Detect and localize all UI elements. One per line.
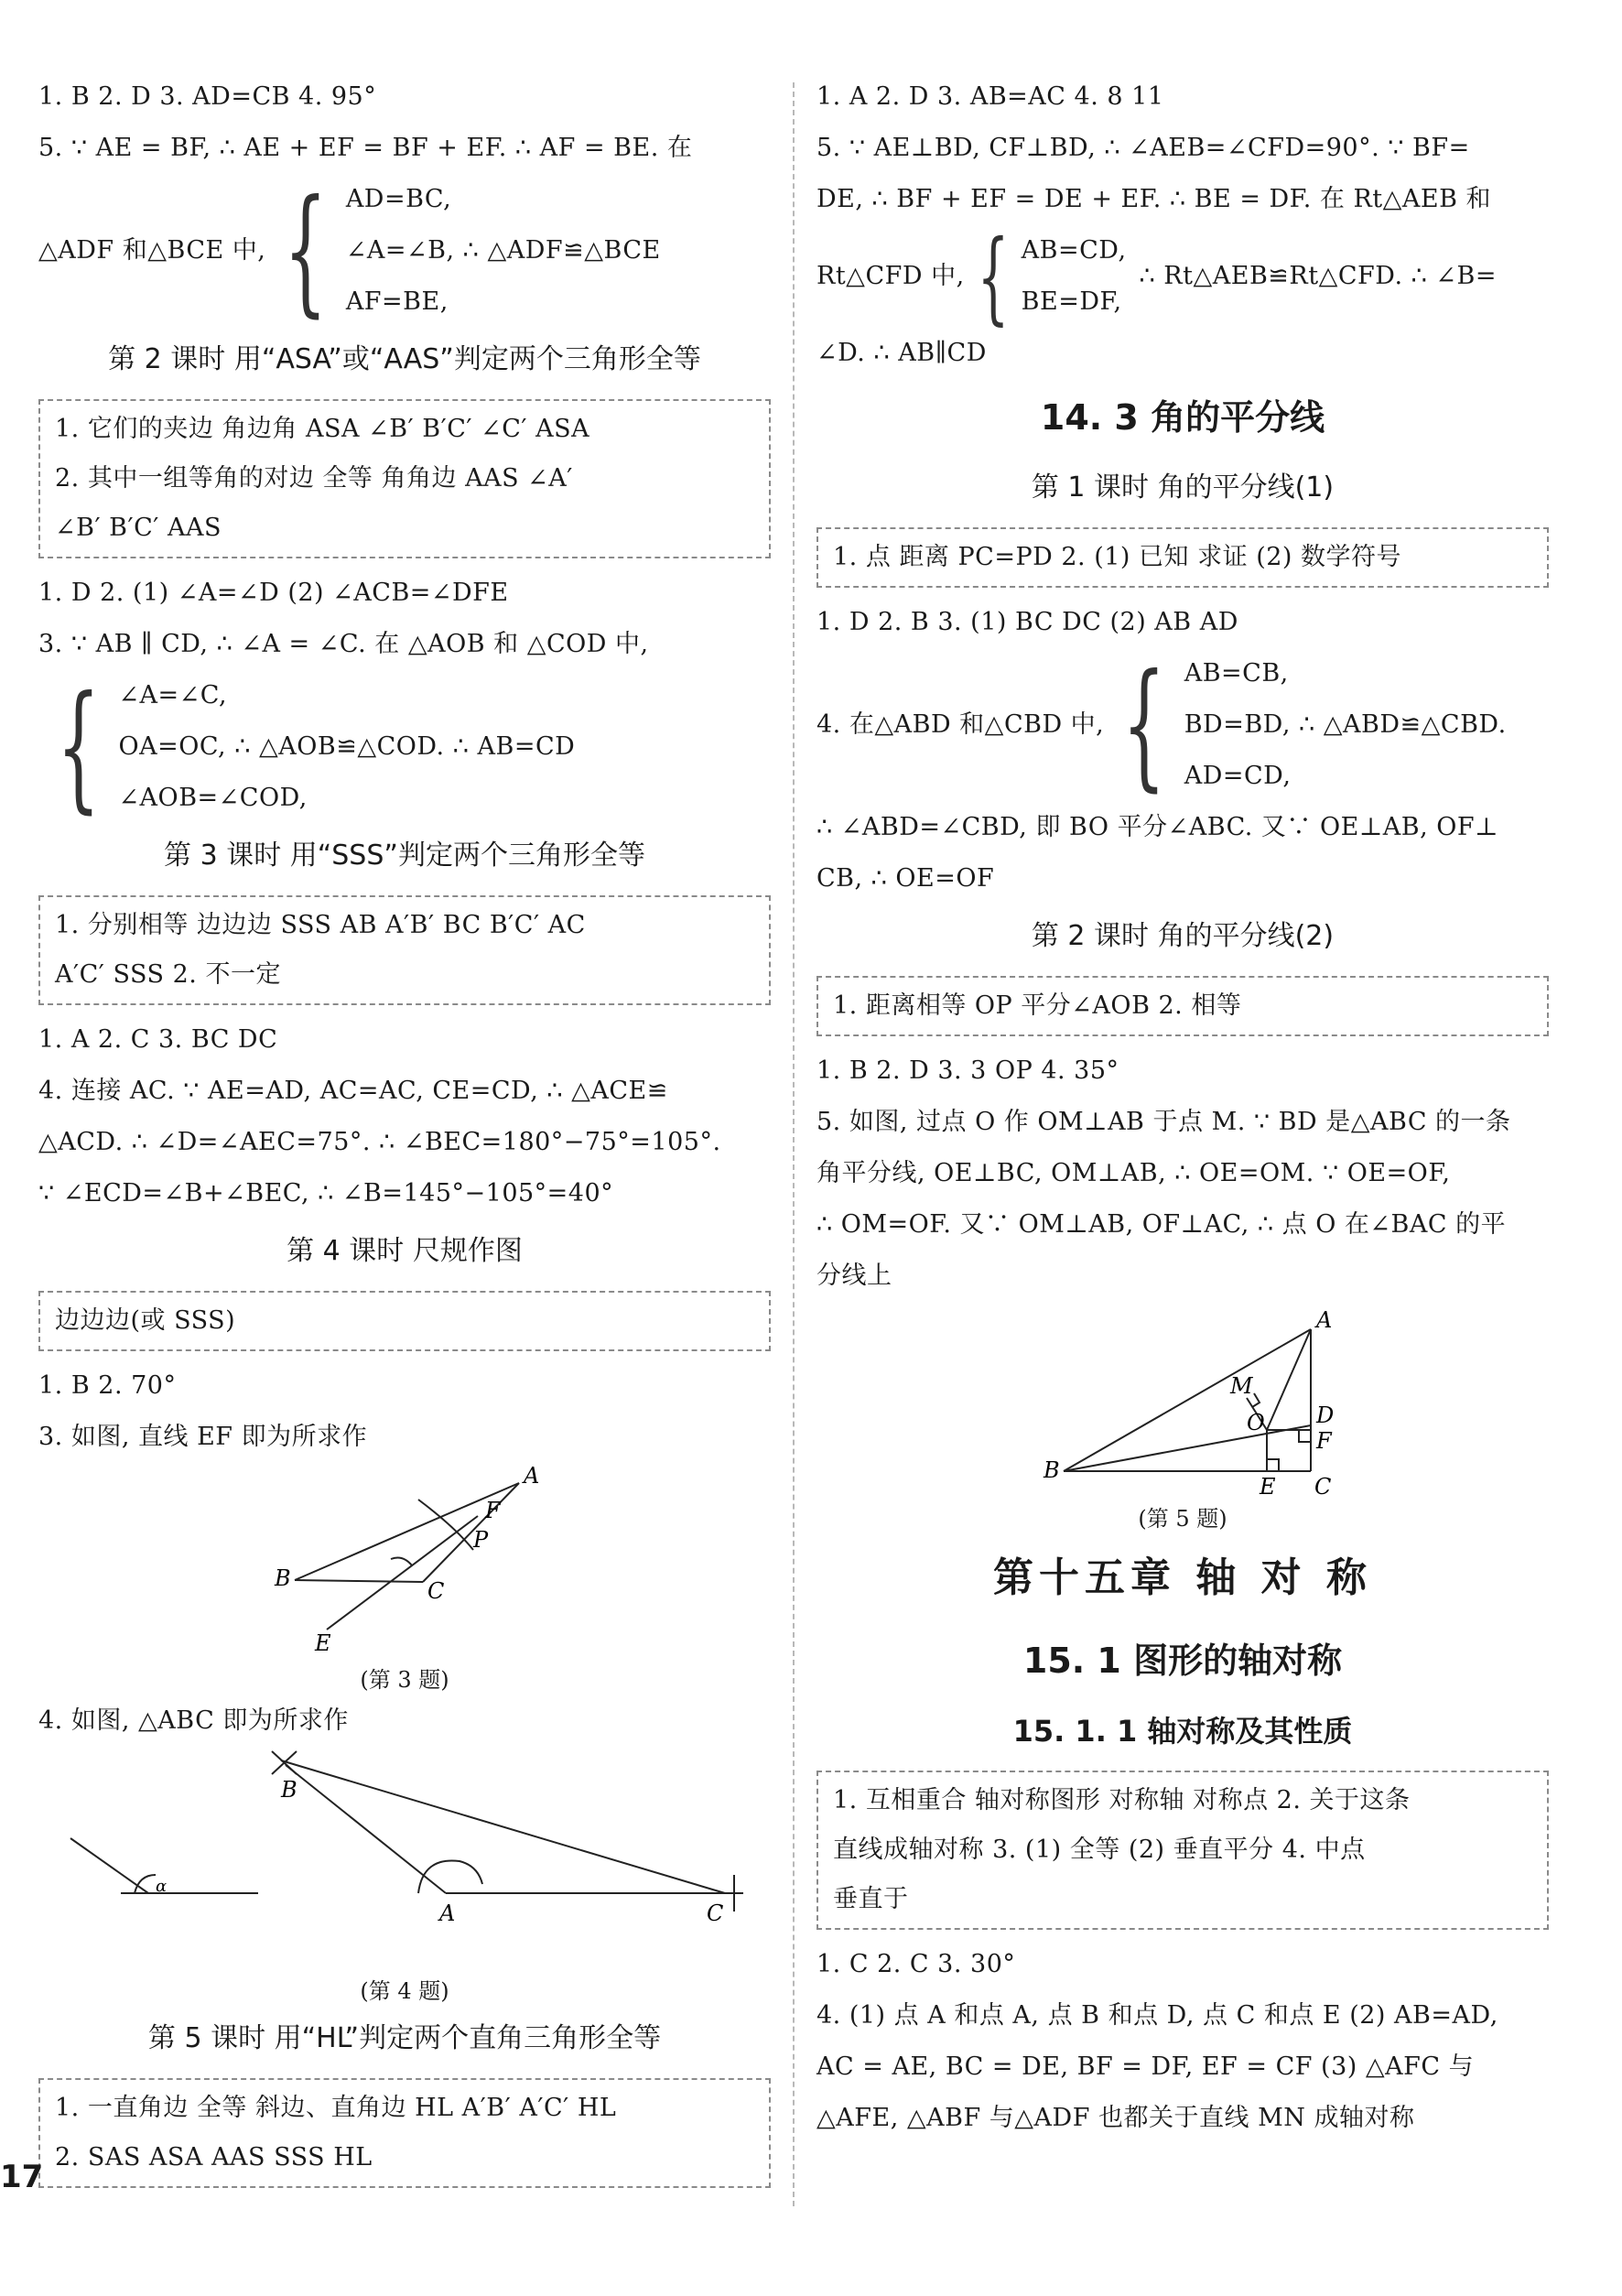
brace-line: ∠A=∠C,: [118, 681, 228, 709]
figure-caption: (第 5 题): [1138, 1506, 1227, 1532]
answer-line: 1. B 2. 70°: [38, 1371, 177, 1400]
fig3-label-p: P: [473, 1527, 489, 1553]
brace-stack: [1022, 225, 1127, 328]
fig3-label-c: C: [427, 1578, 445, 1604]
answer-line: CB, ∴ OE=OF: [816, 864, 995, 893]
answer-line: 1. C 2. C 3. 30°: [816, 1950, 1016, 1978]
answer-line: 5. ∵ AE⊥BD, CF⊥BD, ∴ ∠AEB=∠CFD=90°. ∵ BF=: [816, 134, 1470, 162]
fig3-label-b: B: [275, 1565, 291, 1591]
box-line: 1. 它们的夹边 角边角 ASA ∠B′ B′C′ ∠C′ ASA: [55, 415, 590, 443]
subsection-heading: 15. 1. 1 轴对称及其性质: [1012, 1714, 1353, 1749]
section-title: 第 3 课时 用“SSS”判定两个三角形全等: [164, 839, 645, 872]
section-title: 第 2 课时 用“ASA”或“AAS”判定两个三角形全等: [108, 343, 701, 375]
answer-box: [38, 2078, 771, 2188]
page-number: 17: [0, 2159, 44, 2195]
figure-5: [1018, 1302, 1347, 1503]
brace-line: BD=BD, ∴ △ABD≌△CBD.: [1184, 710, 1507, 739]
answer-line: 4. (1) 点 A 和点 A, 点 B 和点 D, 点 C 和点 E (2) AB=AD,: [816, 2001, 1498, 2030]
fig3-label-f: F: [485, 1498, 501, 1523]
brace-line: AD=CD,: [1184, 762, 1292, 790]
answer-line: 1. A 2. C 3. BC DC: [38, 1025, 278, 1054]
answer-line: 5. 如图, 过点 O 作 OM⊥AB 于点 M. ∵ BD 是△ABC 的一条: [816, 1108, 1511, 1136]
answer-line: 4. 连接 AC. ∵ AE=AD, AC=AC, CE=CD, ∴ △ACE≌: [38, 1077, 668, 1105]
fig4-label-c: C: [707, 1901, 724, 1926]
answer-line: 1. A 2. D 3. AB=AC 4. 8 11: [816, 82, 1164, 111]
answer-box: [38, 399, 771, 558]
answer-line: 5. ∵ AE = BF, ∴ AE + EF = BF + EF. ∴ AF = BE. 在: [38, 134, 693, 162]
section-title: 第 2 课时 角的平分线(2): [1031, 920, 1335, 952]
brace-stack: [118, 670, 575, 824]
answer-line: △ADF 和△BCE 中,: [38, 236, 266, 265]
fig5-label-d: D: [1316, 1403, 1335, 1428]
fig3-label-e: E: [315, 1630, 331, 1656]
fig5-label-e: E: [1260, 1474, 1276, 1500]
figure-caption: (第 4 题): [360, 1978, 449, 2004]
fig4-label-b: B: [281, 1777, 297, 1803]
fig4-label-alpha: α: [156, 1877, 168, 1896]
fig5-label-o: O: [1247, 1410, 1265, 1435]
answer-line: 1. B 2. D 3. 3 OP 4. 35°: [816, 1056, 1119, 1085]
brace-stack: [346, 174, 661, 328]
answer-line: △AFE, △ABF 与△ADF 也都关于直线 MN 成轴对称: [816, 2104, 1415, 2132]
chapter-heading: 第十五章 轴 对 称: [993, 1554, 1372, 1601]
figure-3: [240, 1463, 569, 1664]
brace-block: [816, 645, 1549, 805]
brace-block: [38, 171, 771, 330]
brace-line: ∠AOB=∠COD,: [118, 784, 308, 812]
box-line: 2. SAS ASA AAS SSS HL: [55, 2143, 373, 2171]
right-column: [816, 71, 1549, 2144]
answer-line: DE, ∴ BF + EF = DE + EF. ∴ BE = DF. 在 Rt△AEB 和: [816, 185, 1492, 213]
answer-line: 3. ∵ AB ∥ CD, ∴ ∠A = ∠C. 在 △AOB 和 △COD 中,: [38, 630, 649, 658]
answer-line: ∠D. ∴ AB∥CD: [816, 339, 987, 367]
section-title: 第 5 课时 用“HL”判定两个直角三角形全等: [147, 2022, 662, 2054]
fig5-label-f: F: [1316, 1428, 1332, 1454]
fig5-label-b: B: [1043, 1457, 1060, 1483]
answer-box: [816, 976, 1549, 1036]
section-heading: 15. 1 图形的轴对称: [1022, 1641, 1343, 1681]
box-line: 1. 点 距离 PC=PD 2. (1) 已知 求证 (2) 数学符号: [833, 543, 1402, 571]
answer-box: [38, 1291, 771, 1351]
box-line: 1. 互相重合 轴对称图形 对称轴 对称点 2. 关于这条: [833, 1786, 1411, 1814]
brace-line: ∠A=∠B, ∴ △ADF≌△BCE: [345, 236, 661, 265]
box-line: 直线成轴对称 3. (1) 全等 (2) 垂直平分 4. 中点: [833, 1836, 1366, 1864]
left-brace: {: [977, 218, 1010, 335]
answer-box: [38, 895, 771, 1005]
box-line: 2. 其中一组等角的对边 全等 角角边 AAS ∠A′: [55, 464, 573, 493]
answer-line: 1. D 2. B 3. (1) BC DC (2) AB AD: [816, 608, 1238, 636]
answer-line: ∴ ∠ABD=∠CBD, 即 BO 平分∠ABC. 又∵ OE⊥AB, OF⊥: [816, 813, 1499, 841]
answer-line: AC = AE, BC = DE, BF = DF, EF = CF (3) △AFC 与: [816, 2052, 1475, 2081]
box-line: 1. 一直角边 全等 斜边、直角边 HL A′B′ A′C′ HL: [55, 2094, 617, 2122]
box-line: 垂直于: [833, 1885, 909, 1913]
box-line: 1. 距离相等 OP 平分∠AOB 2. 相等: [833, 991, 1242, 1020]
brace-line: AB=CD,: [1021, 236, 1127, 265]
answer-line: 3. 如图, 直线 EF 即为所求作: [38, 1423, 368, 1451]
answer-line: 4. 如图, △ABC 即为所求作: [38, 1706, 349, 1735]
section-title: 第 4 课时 尺规作图: [287, 1235, 523, 1267]
left-brace: {: [1122, 645, 1166, 805]
fig5-label-c: C: [1314, 1474, 1332, 1500]
fig5-label-m: M: [1230, 1373, 1253, 1399]
column-divider: [793, 82, 795, 2206]
brace-line: AD=BC,: [345, 185, 452, 213]
left-brace: {: [284, 171, 328, 330]
brace-block: [816, 218, 1549, 335]
brace-block: [38, 667, 771, 827]
answer-line: △ACD. ∴ ∠D=∠AEC=75°. ∴ ∠BEC=180°−75°=105°.: [38, 1128, 721, 1156]
figure-caption: (第 3 题): [360, 1667, 449, 1693]
figure-4: [48, 1747, 762, 1976]
box-line: 1. 分别相等 边边边 SSS AB A′B′ BC B′C′ AC: [55, 911, 586, 939]
box-line: A′C′ SSS 2. 不一定: [55, 960, 281, 989]
brace-line: OA=OC, ∴ △AOB≌△COD. ∴ AB=CD: [118, 732, 576, 761]
answer-line: ∵ ∠ECD=∠B+∠BEC, ∴ ∠B=145°−105°=40°: [38, 1179, 614, 1208]
section-heading: 14. 3 角的平分线: [1040, 397, 1325, 438]
brace-line: AF=BE,: [345, 287, 449, 316]
answer-line: 分线上: [816, 1262, 892, 1290]
answer-line: 角平分线, OE⊥BC, OM⊥AB, ∴ OE=OM. ∵ OE=OF,: [816, 1159, 1451, 1187]
section-title: 第 1 课时 角的平分线(1): [1031, 471, 1335, 504]
brace-line: BE=DF,: [1021, 287, 1122, 316]
fig3-label-a: A: [524, 1463, 540, 1489]
fig5-label-a: A: [1316, 1307, 1333, 1333]
answer-line: Rt△CFD 中,: [816, 262, 965, 290]
answer-line: 1. B 2. D 3. AD=CB 4. 95°: [38, 82, 377, 111]
answer-box: [816, 1771, 1549, 1930]
answer-line: ∴ Rt△AEB≌Rt△CFD. ∴ ∠B=: [1139, 262, 1497, 290]
box-line: 边边边(或 SSS): [55, 1306, 236, 1335]
answer-line: ∴ OM=OF. 又∵ OM⊥AB, OF⊥AC, ∴ 点 O 在∠BAC 的平: [816, 1210, 1507, 1239]
box-line: ∠B′ B′C′ AAS: [55, 514, 222, 542]
left-brace: {: [56, 667, 101, 827]
answer-line: 1. D 2. (1) ∠A=∠D (2) ∠ACB=∠DFE: [38, 579, 509, 607]
brace-stack: [1184, 648, 1507, 802]
fig4-label-a: A: [439, 1901, 456, 1926]
answer-box: [816, 527, 1549, 588]
brace-line: AB=CB,: [1184, 659, 1289, 688]
left-column: [38, 71, 771, 2197]
answer-line: 4. 在△ABD 和△CBD 中,: [816, 710, 1105, 739]
